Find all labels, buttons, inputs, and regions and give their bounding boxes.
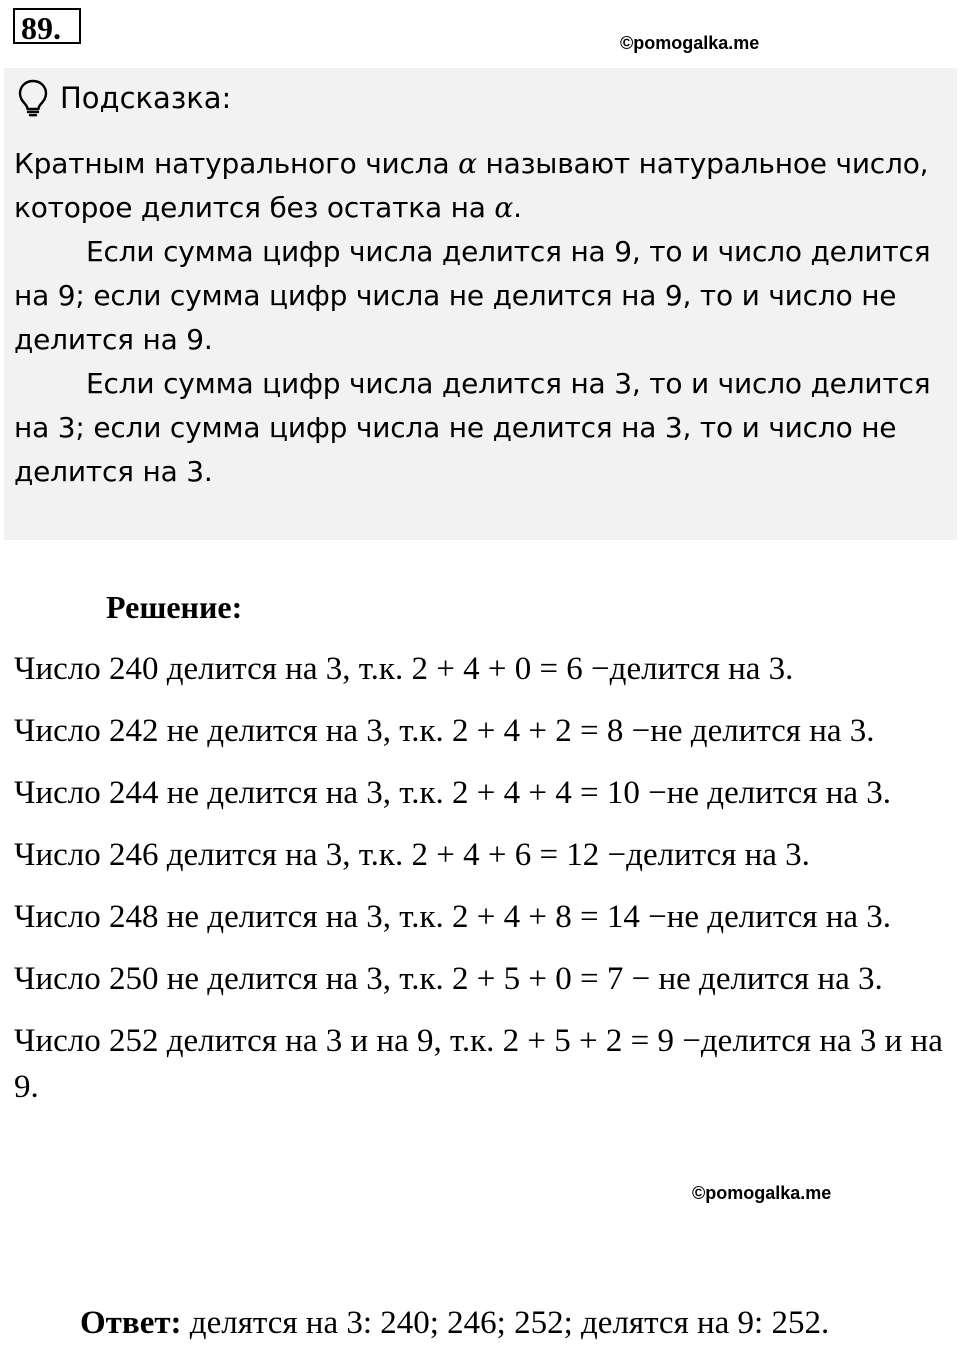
hint-paragraph-definition: Кратным натурального числа α называют натуральное число, которое делится без остатка на α.: [14, 147, 929, 224]
alpha-symbol: α: [494, 191, 514, 224]
solution-title: Решение:: [106, 589, 243, 625]
answer-text: делятся на 3: 240; 246; 252; делятся на 9: 252.: [181, 1305, 830, 1341]
solution-line-246: Число 246 делится на 3, т.к. 2 + 4 + 6 = 12 −делится на 3.: [14, 837, 810, 873]
hint-title: Подсказка:: [60, 81, 232, 115]
answer-line: [80, 1300, 829, 1346]
solution-line-242: Число 242 не делится на 3, т.к. 2 + 4 + 2 = 8 −не делится на 3.: [14, 713, 875, 749]
task-number: 89.: [13, 8, 81, 44]
alpha-symbol: α: [458, 147, 477, 180]
watermark-middle: ©pomogalka.me: [692, 1183, 832, 1203]
solution-line-250: Число 250 не делится на 3, т.к. 2 + 5 + 0 = 7 − не делится на 3.: [14, 961, 883, 997]
answer-label: Ответ:: [80, 1305, 182, 1341]
solution-line-252: Число 252 делится на 3 и на 9, т.к. 2 + 5 + 2 = 9 −делится на 3 и на 9.: [14, 1023, 943, 1105]
hint-paragraph-rule-9: Если сумма цифр числа делится на 9, то и число делится на 9; если сумма цифр числа не делится на 9, то и число не делится на 9.: [14, 235, 931, 356]
solution-line-244: Число 244 не делится на 3, т.к. 2 + 4 + 4 = 10 −не делится на 3.: [14, 775, 892, 811]
solution-line-248: Число 248 не делится на 3, т.к. 2 + 4 + 8 = 14 −не делится на 3.: [14, 899, 892, 935]
hint-header: [18, 78, 231, 118]
hint-paragraph-rule-3: Если сумма цифр числа делится на 3, то и число делится на 3; если сумма цифр числа не делится на 3, то и число не делится на 3.: [14, 367, 931, 488]
lightbulb-icon: [18, 79, 48, 117]
hint-text: [14, 142, 944, 494]
watermark-top: ©pomogalka.me: [620, 33, 760, 53]
solution-section: [14, 584, 944, 1126]
solution-line-240: Число 240 делится на 3, т.к. 2 + 4 + 0 = 6 −делится на 3.: [14, 651, 794, 687]
